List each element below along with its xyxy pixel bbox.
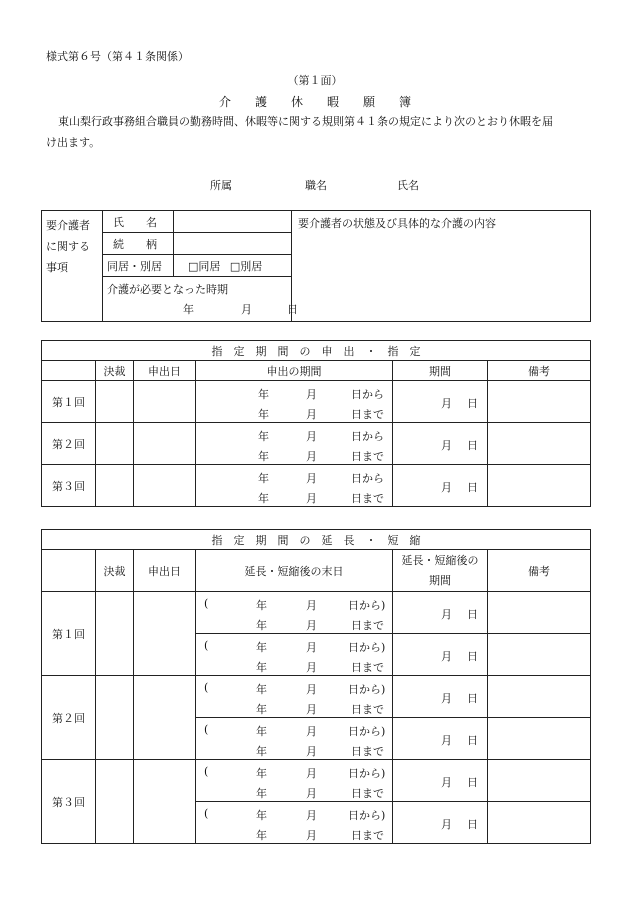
table-row: ( 年 月 日から) 年 月 日まで 月 日 [42,634,591,676]
care-state-field[interactable]: 要介護者の状態及び具体的な介護の内容 [292,211,591,322]
designation-table [41,340,591,507]
t1-header-apply-date: 申出日 [134,361,196,381]
table-row: ( 年 月 日から) 年 月 日まで 月 日 [42,718,591,760]
intro-text-2: け出ます。 [46,136,101,149]
table-row: 第２回 年 月 日から 年 月 日まで 月 日 [42,423,591,465]
cohab-checkbox[interactable]: □同居 [188,259,221,273]
t2-header-apply-date: 申出日 [134,550,196,592]
care-info-table [41,210,591,322]
table-row: 第３回 年 月 日から 年 月 日まで 月 日 [42,465,591,507]
form-number: 様式第６号（第４１条関係） [46,50,189,63]
care-relation-field[interactable] [174,233,292,255]
page-title: 介 護 休 暇 願 簿 [218,95,411,109]
table-row: 第１回 年 月 日から 年 月 日まで 月 日 [42,381,591,423]
t2-header-end: 延長・短縮後の末日 [196,550,393,592]
t2-header-remarks: 備考 [488,550,591,592]
intro-text-1: 東山梨行政事務組合職員の勤務時間、休暇等に関する規則第４１条の規定により次のとおり休暇を届 [58,115,553,128]
care-relation-label: 続 柄 [103,233,174,255]
table-row: 第１回 ( 年 月 日から) 年 月 日まで 月 日 [42,592,591,634]
separate-checkbox[interactable]: □別居 [229,259,263,273]
care-cohab-label: 同居・別居 [103,255,174,277]
page-label: （第１面） [287,74,343,87]
affiliation-label: 所属 [210,179,232,192]
care-heading: 要介護者 に関する 事項 [42,211,103,322]
care-name-field[interactable] [174,211,292,233]
t1-header-duration: 期間 [393,361,488,381]
position-label: 職名 [305,179,327,192]
care-need-cell[interactable]: 介護が必要となった時期 年 月 日 [103,277,292,322]
extension-table [41,529,591,844]
table-row: ( 年 月 日から) 年 月 日まで 月 日 [42,802,591,844]
t2-header-approval: 決裁 [96,550,134,592]
name-label: 氏名 [397,179,419,192]
t1-header-approval: 決裁 [96,361,134,381]
designation-table-title: 指 定 期 間 の 申 出 ・ 指 定 [42,341,591,361]
extension-table-title: 指 定 期 間 の 延 長 ・ 短 縮 [42,530,591,550]
table-row: 第２回 ( 年 月 日から) 年 月 日まで 月 日 [42,676,591,718]
t2-header-duration: 延長・短縮後の 期間 [393,550,488,592]
t1-header-period: 申出の期間 [196,361,393,381]
care-cohab-options [174,255,292,277]
t1-header-remarks: 備考 [488,361,591,381]
table-row: 第３回 ( 年 月 日から) 年 月 日まで 月 日 [42,760,591,802]
care-name-label: 氏 名 [103,211,174,233]
